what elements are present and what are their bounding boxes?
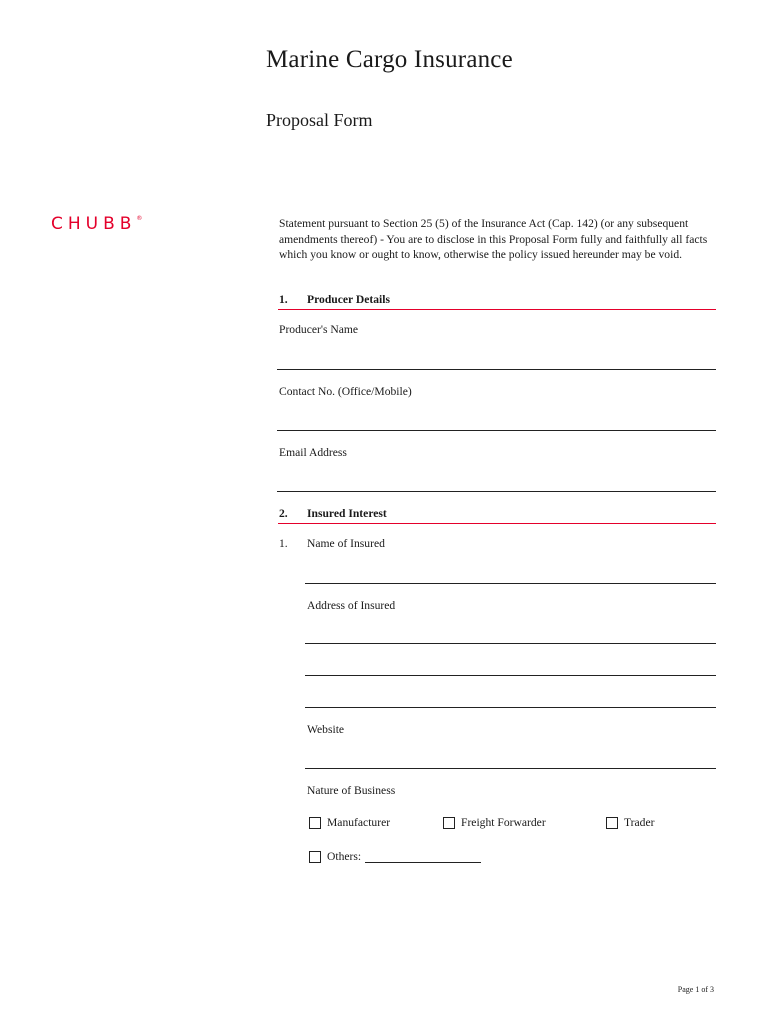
- freight-forwarder-label: Freight Forwarder: [461, 816, 546, 829]
- insured-name-field[interactable]: [305, 583, 716, 584]
- nature-of-business-label: Nature of Business: [307, 784, 396, 797]
- trader-label: Trader: [624, 816, 655, 829]
- producer-name-label: Producer's Name: [279, 323, 359, 336]
- freight-forwarder-checkbox[interactable]: [443, 817, 455, 829]
- manufacturer-label: Manufacturer: [327, 816, 391, 829]
- section-1-title: Producer Details: [307, 293, 390, 306]
- insured-address-label: Address of Insured: [307, 599, 396, 612]
- manufacturer-option[interactable]: [309, 816, 390, 829]
- insured-address-field-line-2[interactable]: [305, 675, 716, 676]
- section-1-divider: [278, 309, 716, 310]
- website-field[interactable]: [305, 768, 716, 769]
- section-2-divider: [278, 523, 716, 524]
- insured-address-field-line-1[interactable]: [305, 643, 716, 644]
- chubb-logo: [51, 214, 142, 234]
- insured-name-label: Name of Insured: [307, 537, 385, 550]
- item-1-number: 1.: [279, 537, 288, 550]
- section-2-title: Insured Interest: [307, 507, 387, 520]
- others-checkbox[interactable]: [309, 851, 321, 863]
- registered-mark: ®: [136, 215, 143, 222]
- manufacturer-checkbox[interactable]: [309, 817, 321, 829]
- website-label: Website: [307, 723, 345, 736]
- insured-address-field-line-3[interactable]: [305, 707, 716, 708]
- section-2-heading: [279, 507, 387, 520]
- disclosure-statement: Statement pursuant to Section 25 (5) of the Insurance Act (Cap. 142) (or any subsequent amendments thereof) - You are to disclose in this Proposal Form fully and faithfully all facts which you know or ought to know, otherwise the policy issued hereunder may be void.: [279, 217, 708, 261]
- document-subtitle: Proposal Form: [266, 110, 373, 130]
- email-address-label: Email Address: [279, 446, 347, 459]
- section-2-number: 2.: [279, 507, 288, 520]
- producer-name-field[interactable]: [277, 369, 716, 370]
- others-blank-field[interactable]: [365, 851, 481, 863]
- others-label: Others:: [327, 850, 362, 863]
- trader-option[interactable]: [606, 816, 654, 829]
- contact-number-field[interactable]: [277, 430, 716, 431]
- logo-text: CHUBB: [51, 214, 137, 234]
- page-number: Page 1 of 3: [677, 985, 714, 994]
- section-1-heading: [279, 293, 390, 306]
- trader-checkbox[interactable]: [606, 817, 618, 829]
- freight-forwarder-option[interactable]: [443, 816, 546, 829]
- email-address-field[interactable]: [277, 491, 716, 492]
- others-option[interactable]: [309, 850, 481, 863]
- section-1-number: 1.: [279, 293, 288, 306]
- document-title: Marine Cargo Insurance: [266, 46, 513, 73]
- contact-number-label: Contact No. (Office/Mobile): [279, 385, 412, 398]
